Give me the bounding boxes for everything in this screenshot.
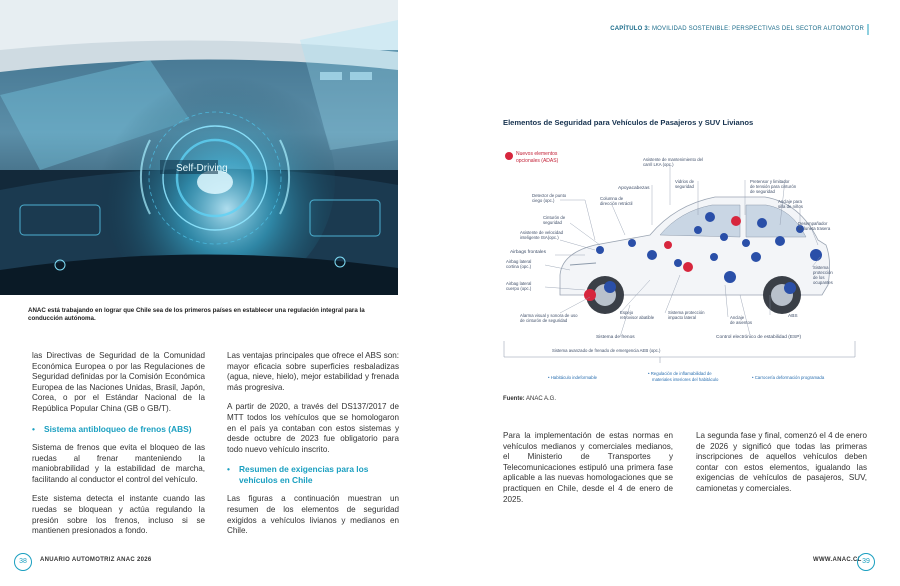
paragraph: Este sistema detecta el instante cuando las ruedas se bloquean y actúa regulando la presión sobre los frenos, incluso si se mantienen presionados a fondo.: [32, 494, 205, 536]
label-pretensor: Pretensor y limitador: [750, 179, 790, 184]
safety-elements-diagram: [500, 145, 865, 395]
label-lka: Asistente de mantenimiento del: [643, 157, 703, 162]
car-illustration: [560, 197, 830, 314]
paragraph: Las figuras a continuación muestran un resumen de los elementos de seguridad exigidos a vehículos livianos y medianos en Chile.: [227, 494, 399, 536]
label-apoyacabezas: Apoyacabezas: [618, 186, 650, 191]
paragraph: La segunda fase y final, comenzó el 4 de enero de 2026 y significó que todas las primeras inscripciones de aquellos vehículos deben contar con estos elementos, igualando las exigencias de vehículos de pasajeros, SUV, camionetas y comerciales.: [696, 431, 867, 493]
bullet-heading-text: Resumen de exigencias para los vehículos en Chile: [239, 464, 369, 485]
label-pretensor: de seguridad: [750, 189, 775, 194]
red-dot-icon: [664, 241, 672, 249]
blue-dot-icon: [604, 281, 616, 293]
label-desempanador: de luneta trasera: [798, 226, 831, 231]
bullet-heading-text: Sistema antibloqueo de frenos (ABS): [44, 423, 192, 434]
blue-dot-icon: [720, 233, 728, 241]
label-ocupantes: ocupantes: [813, 280, 833, 285]
self-driving-hud-text: Self-Driving: [176, 163, 228, 174]
chapter-label: CAPÍTULO 3:: [610, 26, 651, 32]
label-detector: Detector de punto: [532, 193, 567, 198]
blue-dot-icon: [775, 236, 785, 246]
label-ocupantes: protección: [813, 270, 833, 275]
label-velocidad: inteligente ISA(opc.): [520, 235, 559, 240]
chapter-marker: [867, 24, 869, 35]
paragraph: Sistema de frenos que evita el bloqueo de las ruedas al frenar manteniendo la maniobrabilidad y la estabilidad de marcha, facilitando al conductor el control del vehículo.: [32, 443, 205, 484]
bottom-item-regulacion-line2: materiales interiores del habitáculo: [652, 377, 719, 382]
blue-dot-icon: [742, 239, 750, 247]
label-velocidad: Asistente de velocidad: [520, 230, 563, 235]
label-vidrios: Vidrios de: [675, 179, 695, 184]
label-airbag-cortina: cortina (opc.): [506, 264, 532, 269]
bullet-dot-icon: •: [32, 423, 35, 434]
blue-dot-icon: [674, 259, 682, 267]
label-airbag-cortina: Airbag lateral: [506, 259, 532, 264]
red-dot-icon: [731, 216, 741, 226]
label-lka: carril LKA (opc.): [643, 162, 674, 167]
left-page-number: 38: [14, 553, 32, 571]
left-column-1: [32, 351, 205, 546]
label-anclaje-sillas: silla de niños: [778, 204, 803, 209]
blue-dot-icon: [596, 246, 604, 254]
bullet-heading-resumen: [227, 464, 399, 485]
left-footer-title: ANUARIO AUTOMOTRIZ ANAC 2026: [40, 557, 152, 563]
right-column-2: [696, 431, 867, 504]
label-espejo: retrovisor abatible: [620, 315, 655, 320]
label-pretensor: de tensión para cinturón: [750, 184, 797, 189]
right-footer-url[interactable]: WWW.ANAC.CL: [813, 557, 862, 563]
label-columna: dirección retráctil: [600, 201, 633, 206]
paragraph: las Directivas de Seguridad de la Comunidad Económica Europea o por las Regulaciones de Seguridad definidas por la Comisión Económica Europea de las Naciones Unidas, Brasil, Japón, Corea, o por el Estándar Nacional de la República Popular China (GB o GB/T).: [32, 351, 205, 413]
self-driving-photo: [0, 0, 398, 295]
chapter-title: MOVILIDAD SOSTENIBLE: PERSPECTIVAS DEL SECTOR AUTOMOTOR: [650, 26, 864, 32]
label-desempanador: Desempañador: [798, 221, 828, 226]
label-aeb: Sistema avanzado de frenado de emergencia AEB (opc.): [552, 348, 661, 353]
label-vidrios: seguridad: [675, 184, 694, 189]
label-ocupantes: Sistema: [813, 265, 829, 270]
bottom-items: [548, 371, 825, 382]
red-dot-icon: [683, 262, 693, 272]
label-airbag-cuerpo: cuerpo (opc.): [506, 286, 532, 291]
bullet-heading-abs: [32, 424, 205, 435]
label-ocupantes: de los: [813, 275, 825, 280]
blue-dot-icon: [710, 253, 718, 261]
dashboard-illustration: [0, 0, 398, 295]
photo-caption: ANAC está trabajando en lograr que Chile sea de los primeros países en establecer una regulación integral para la conducción autónoma.: [28, 307, 365, 322]
right-column-1: [503, 431, 673, 514]
label-alarma: Alarma visual y sonora de uso: [520, 313, 578, 318]
left-column-2: [227, 351, 399, 546]
label-detector: ciego (opc.): [532, 198, 555, 203]
label-abs: ABS: [788, 314, 798, 319]
label-impacto: impacto lateral: [668, 315, 696, 320]
label-columna: Columna de: [600, 196, 624, 201]
label-esp: Control electrónico de estabilidad (ESP): [716, 335, 802, 340]
label-airbag-frontales: Airbags frontales: [510, 250, 546, 255]
bottom-item-carroceria: • Carrocería deformación programada: [752, 375, 825, 380]
blue-dot-icon: [757, 218, 767, 228]
legend-text: opcionales (ADAS): [516, 158, 559, 164]
source-note: [503, 396, 556, 402]
diagram-title: Elementos de Seguridad para Vehículos de Pasajeros y SUV Livianos: [503, 118, 754, 127]
blue-dot-icon: [784, 282, 796, 294]
label-espejo: Espejo: [620, 310, 634, 315]
label-anclaje-asientos: Anclaje: [730, 315, 745, 320]
paragraph: A partir de 2020, a través del DS137/2017 de MTT todos los vehículos que se homologaron en el país ya contaban con estos sistemas y desde octubre de 2023 fue obligatorio para todo nuevo vehículo inscrito.: [227, 402, 399, 454]
label-anclaje-asientos: de asientos: [730, 320, 752, 325]
label-alarma: de cinturón de seguridad: [520, 318, 568, 323]
blue-dot-icon: [694, 226, 702, 234]
paragraph: Para la implementación de estas normas en vehículos medianos y comerciales medianos, el Ministerio de Transportes y Telecomunicaciones estipuló una primera fase aplicable a las nuevas homologaciones que se practiquen en Chile, desde el 4 de enero de 2025.: [503, 431, 673, 504]
source-text: ANAC A.G.: [524, 396, 557, 402]
blue-dot-icon: [705, 212, 715, 222]
blue-dot-icon: [647, 250, 657, 260]
label-anclaje-sillas: Anclaje para: [778, 199, 802, 204]
label-frenos: Sistema de frenos: [596, 335, 635, 340]
label-cinturon: seguridad: [543, 220, 562, 225]
label-airbag-cuerpo: Airbag lateral: [506, 281, 532, 286]
blue-dot-icon: [628, 239, 636, 247]
bullet-dot-icon: •: [227, 464, 230, 475]
chapter-header: [610, 26, 864, 32]
bottom-item-regulacion: • Regulación de inflamabilidad de: [648, 371, 712, 376]
source-label: Fuente:: [503, 396, 525, 402]
blue-dot-icon: [751, 252, 761, 262]
label-impacto: Sistema protección: [668, 310, 705, 315]
blue-dot-icon: [724, 271, 736, 283]
blue-dot-icon: [810, 249, 822, 261]
legend-red-dot-icon: [505, 152, 513, 160]
paragraph: Las ventajas principales que ofrece el ABS son: mayor eficacia sobre superficies resbaladizas (agua, nieve, hielo), mejor estabilidad y frenada más progresiva.: [227, 351, 399, 392]
legend-text: Nuevos elementos: [516, 151, 558, 157]
label-cinturon: Cinturón de: [543, 215, 566, 220]
right-page-number: 39: [857, 553, 875, 571]
bottom-item-habitaculo: • Habitáculo indeformable: [548, 375, 598, 380]
